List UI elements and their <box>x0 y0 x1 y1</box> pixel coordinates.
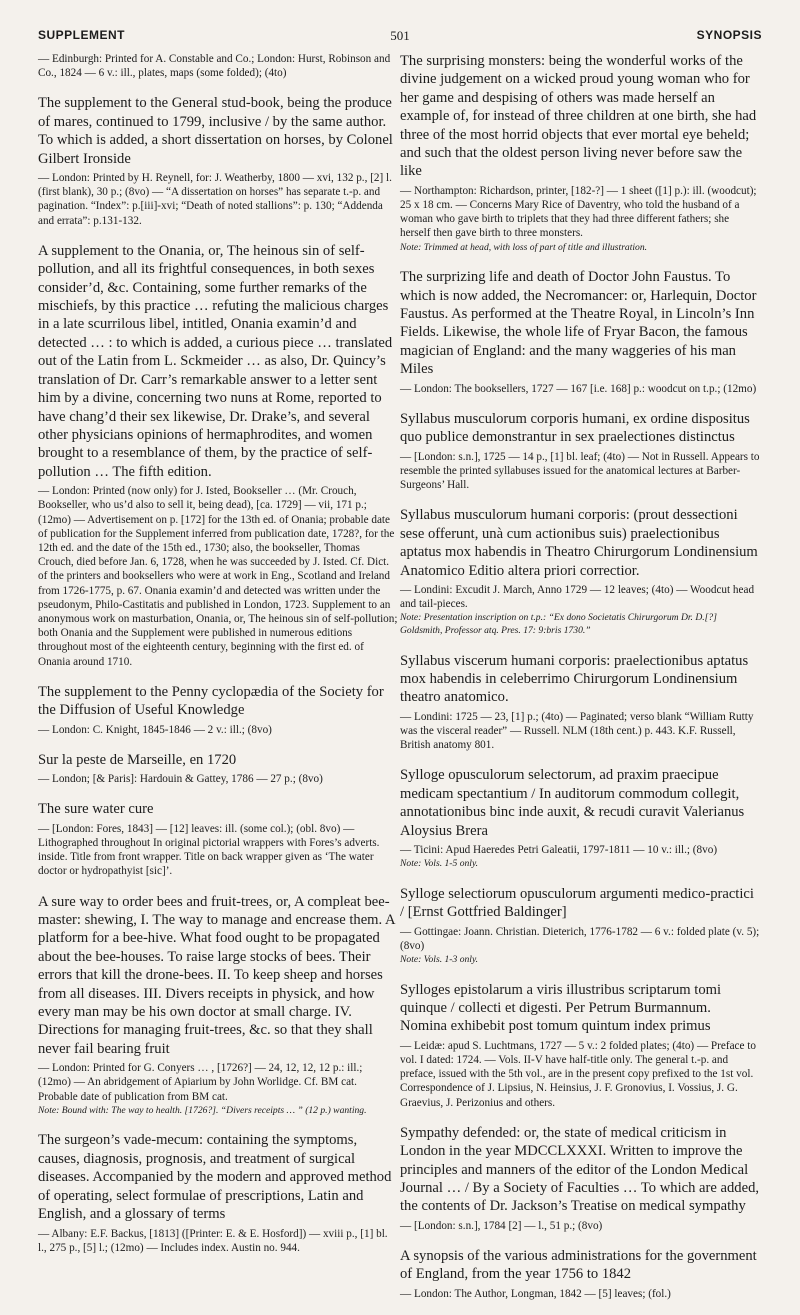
header-section-left: SUPPLEMENT <box>38 28 126 42</box>
entry-title: Syllabus viscerum humani corporis: praelectionibus aptatus mox habendis in celeberrimo Chirurgorum Londinensium theatro anatomico. <box>400 652 749 706</box>
entry-imprint: — Londini: Excudit J. March, Anno 1729 — 12 leaves; (4to) — Woodcut head and tail-pieces. <box>400 583 755 611</box>
catalogue-entry <box>400 268 760 396</box>
entry-title: Sur la peste de Marseille, en 1720 <box>38 751 237 768</box>
entry-note: Note: Vols. 1-3 only. <box>400 954 479 965</box>
entry-imprint: — Edinburgh: Printed for A. Constable and Co.; London: Hurst, Robinson and Co., 1824 — 6 v.: ill., plates, maps (some folded); (4to) <box>38 53 391 80</box>
entry-imprint: — London: Printed (now only) for J. Isted, Bookseller … (Mr. Crouch, Bookseller, who us’d also to sell it, being dead), [ca. 1729] — vii, 171 p.; (12mo) — Advertisement on p. [172] for the 13th ed. of Onania; probable date of publication for the Supplement inferred from publication date, 1728?, for the 12th ed. and the date of the 15th ed., 1730; also, the bookseller, Thomas Crouch, died before Jan. 6, 1728, when he was succeeded by J. Isted. Cf. Dict. of the printers and booksellers who were at work in Eng., Scotland and Ireland from 1726-1775, p. 67. Onania examin’d and detected was written under the pseudonym, Philo-Castitatis and published in London, 1723. Supplement to an anonymous work on masturbation, Onania, or, The heinous sin of self-pollution; both Onania and the Supplement were published in numerous editions throughout most of the eighteenth century, beginning with the first ed. of Onania around 1710. <box>38 485 398 668</box>
catalogue-entry <box>38 893 398 1118</box>
catalogue-entry <box>38 683 398 737</box>
entry-note: Note: Vols. 1-5 only. <box>400 858 479 870</box>
catalogue-entry <box>400 410 760 492</box>
entry-title: A sure way to order bees and fruit-trees, or, A compleat bee-master: shewing, I. The way to manage and encrease them. A platform for a bee-hive. What food ought to be propagated about the bee-houses. To raise large stocks of bees. Their errors that kill the drone-bees. II. To keep sheep and horses from all diseases. III. Divers receipts in physick, and how every man may be his own doctor at small charge. IV. Directions for managing fruit-trees, &c. so that they shall never fail bearing fruit <box>38 893 395 1057</box>
entry-note: Note: Trimmed at head, with loss of part of title and illustration. <box>400 241 648 253</box>
running-header <box>38 28 762 48</box>
entry-imprint: — London: C. Knight, 1845-1846 — 2 v.: ill.; (8vo) <box>38 723 272 736</box>
entry-title: The sure water cure <box>38 801 154 818</box>
entry-imprint: — Ticini: Apud Haeredes Petri Galeatii, 1797-1811 — 10 v.: ill.; (8vo) <box>400 843 718 856</box>
catalogue-entry <box>38 242 398 669</box>
entry-title: Sympathy defended: or, the state of medical criticism in London in the year MDCCLXXXI. Written to improve the principles and manners of the editor of the London Medical Journal … / By a Society of Faculties … To which are added, the contents of Dr. Jackson’s Treatise on medical sympathy <box>400 1124 760 1215</box>
entry-imprint: — Gottingae: Joann. Christian. Dieterich, 1776-1782 — 6 v.: folded plate (v. 5); (8vo) <box>400 925 760 952</box>
entry-title: A supplement to the Onania, or, The heinous sin of self-pollution, and all its frightful consequences, in both sexes consider’d, &c. Containing, some further remarks of the mischiefs, by this practice … refuting the malicious charges in a late scurrilous libel, intitled, Onania examin’d and detected … : to which is added, a curious piece … translated out of the Latin from L. Sckmeider … as also, Dr. Quincy’s translation of Dr. Carr’s remarkable answer to a letter sent him by a divine, concerning two nuns at Rome, reported to have chang’d their sex likewise, Dr. Drake’s, and several other physicians opinions of hermaphrodites, and women brought to a resemblance of them, by the practice of self-pollution … The fifth edition. <box>38 242 393 480</box>
page-number: 501 <box>390 28 410 43</box>
entry-title: The supplement to the General stud-book, being the produce of mares, continued to 1799, inclusive / by the same author. To which is added, a short dissertation on horses, by Colonel Gilbert Ironside <box>38 95 393 167</box>
catalogue-entry <box>400 1247 760 1301</box>
entry-note: Note: Presentation inscription on t.p.: “Ex dono Societatis Chirurgorum Dr. D.[?] Goldsmith, Professor atq. Pres. 17: 9:bris 1730.” <box>400 612 717 636</box>
entry-imprint: — Northampton: Richardson, printer, [182-?] — 1 sheet ([1] p.): ill. (woodcut); 25 x 18 cm. — Concerns Mary Rice of Daventry, who told the husband of a woman who gave birth to triplets that they had three different fathers; she herself then gave birth to three monsters. <box>400 184 757 240</box>
catalogue-entry <box>38 800 398 878</box>
entry-imprint: — London: Printed by H. Reynell, for: J. Weatherby, 1800 — xvi, 132 p., [2] l. (first blank), 30 p.; (8vo) — “A dissertation on horses” has separate t.-p. and pagination. “Index”: p.[iii]-xvi; “Death of noted stallions”: p. 130; “Addenda and errata”: p.131-132. <box>38 172 392 227</box>
entry-imprint: — [London: s.n.], 1725 — 14 p., [1] bl. leaf; (4to) — Not in Russell. Appears to resemble the printed syllabuses issued for the anatomical lectures at Barber-Surgeons’ Hall. <box>400 450 760 492</box>
entry-title: The supplement to the Penny cyclopædia of the Society for the Diffusion of Useful Knowledge <box>38 683 384 719</box>
left-column <box>38 52 398 1269</box>
entry-imprint: — [London: s.n.], 1784 [2] — l., 51 p.; (8vo) <box>400 1219 603 1232</box>
entry-note: Note: Bound with: The way to health. [1726?]. “Divers receipts … ” (12 p.) wanting. <box>38 1104 367 1116</box>
catalogue-entry <box>38 751 398 787</box>
entry-imprint: — Londini: 1725 — 23, [1] p.; (4to) — Paginated; verso blank “William Rutty was the visceral reader” — Russell. NLM (18th cent.) p. 443. K.F. Russell, British anatomy 801. <box>400 710 754 752</box>
entry-imprint: — Albany: E.F. Backus, [1813] ([Printer: E. & E. Hosford]) — xviii p., [1] bl. l., 275 p., [5] l.; (12mo) — Includes index. Austin no. 944. <box>38 1227 388 1254</box>
catalogue-entry <box>400 506 760 637</box>
catalogue-entry <box>400 981 760 1110</box>
catalogue-entry <box>38 94 398 227</box>
catalogue-entry <box>38 1131 398 1254</box>
catalogue-entry <box>400 52 760 254</box>
entry-imprint: — London; [& Paris]: Hardouin & Gattey, 1786 — 27 p.; (8vo) <box>38 773 323 786</box>
entry-title: Syllabus musculorum humani corporis: (prout dessectioni sese offerunt, unà cum actionibus suis) praelectionibus aptatus mox habendis in Theatro Chirurgorum Londinensium Anatomico Editio altera priori correctior. <box>400 507 758 579</box>
entry-title: Sylloge selectiorum opusculorum argumenti medico-practici / [Ernst Gottfried Baldinger] <box>400 885 754 921</box>
catalogue-entry <box>400 885 760 967</box>
catalogue-entry <box>38 52 398 80</box>
catalogue-entry <box>400 652 760 753</box>
entry-title: The surgeon’s vade-mecum: containing the symptoms, causes, diagnosis, prognosis, and treatment of surgical diseases. Accompanied by the modern and approved method of operating, select formulae of prescriptions, Latin and English, and a glossary of terms <box>38 1132 392 1223</box>
entry-title: Syllabus musculorum corporis humani, ex ordine dispositus quo publice demonstrantur in sex praelectiones distinctus <box>400 410 750 446</box>
entry-title: Sylloge opusculorum selectorum, ad praxim praecipue medicam spectantium / In auditorum commodum collegit, annotationibus binc inde auxit, & recudi curavit Valerianus Aloysius Brera <box>400 767 745 839</box>
header-section-right: SYNOPSIS <box>696 28 762 42</box>
entry-imprint: — Leidæ: apud S. Luchtmans, 1727 — 5 v.: 2 folded plates; (4to) — Preface to vol. I dated: 1724. — Vols. II-V have half-title only. The general t.-p. and preface, issued with the 5th vol., are in the present copy prefixed to the 1st vol. Correspondence of J. Lipsius, N. Heinsius, J. F. Gronovius, I. Vossius, J. G. Graevius, J. Perizonius and others. <box>400 1039 756 1109</box>
entry-title: Sylloges epistolarum a viris illustribus scriptarum tomi quinque / collecti et digesti. Per Petrum Burmannum. Nomina exhibebit post tomum quintum index primus <box>400 981 722 1035</box>
entry-imprint: — London: The booksellers, 1727 — 167 [i.e. 168] p.: woodcut on t.p.; (12mo) <box>400 382 757 395</box>
entry-imprint: — [London: Fores, 1843] — [12] leaves: ill. (some col.); (obl. 8vo) — Lithographed throughout In original pictorial wrappers with Fores’s adverts. inside. Title from front wrapper. Title on back wrapper given as ‘The water doctor or hydropathyist [sic]’. <box>38 822 380 878</box>
catalogue-entry <box>400 1124 760 1233</box>
right-column <box>400 52 760 1315</box>
entry-title: A synopsis of the various administrations for the government of England, from the year 1756 to 1842 <box>400 1248 757 1283</box>
entry-imprint: — London: The Author, Longman, 1842 — [5] leaves; (fol.) <box>400 1287 671 1300</box>
catalogue-entry <box>400 766 760 870</box>
entry-title: The surprising monsters: being the wonderful works of the divine judgement on a wicked proud young woman who for her game and despising of others was made herself an example of, for instead of three children at one birth, she had three of the most horrid objects that ever mortal eye beheld; and such that the oldest person living never before saw the like <box>400 53 757 180</box>
entry-imprint: — London: Printed for G. Conyers … , [1726?] — 24, 12, 12, 12 p.: ill.; (12mo) — An abridgement of Apiarium by John Worlidge. Cf. BM cat. Probable date of publication from BM cat. <box>38 1062 363 1103</box>
entry-title: The surprizing life and death of Doctor John Faustus. To which is now added, the Necromancer: or, Harlequin, Doctor Faustus. As performed at the Theatre Royal, in Lincoln’s Inn Fields. Likewise, the whole life of Fryar Bacon, the famous magician of England: and the many waggeries of his man Miles <box>400 269 757 378</box>
